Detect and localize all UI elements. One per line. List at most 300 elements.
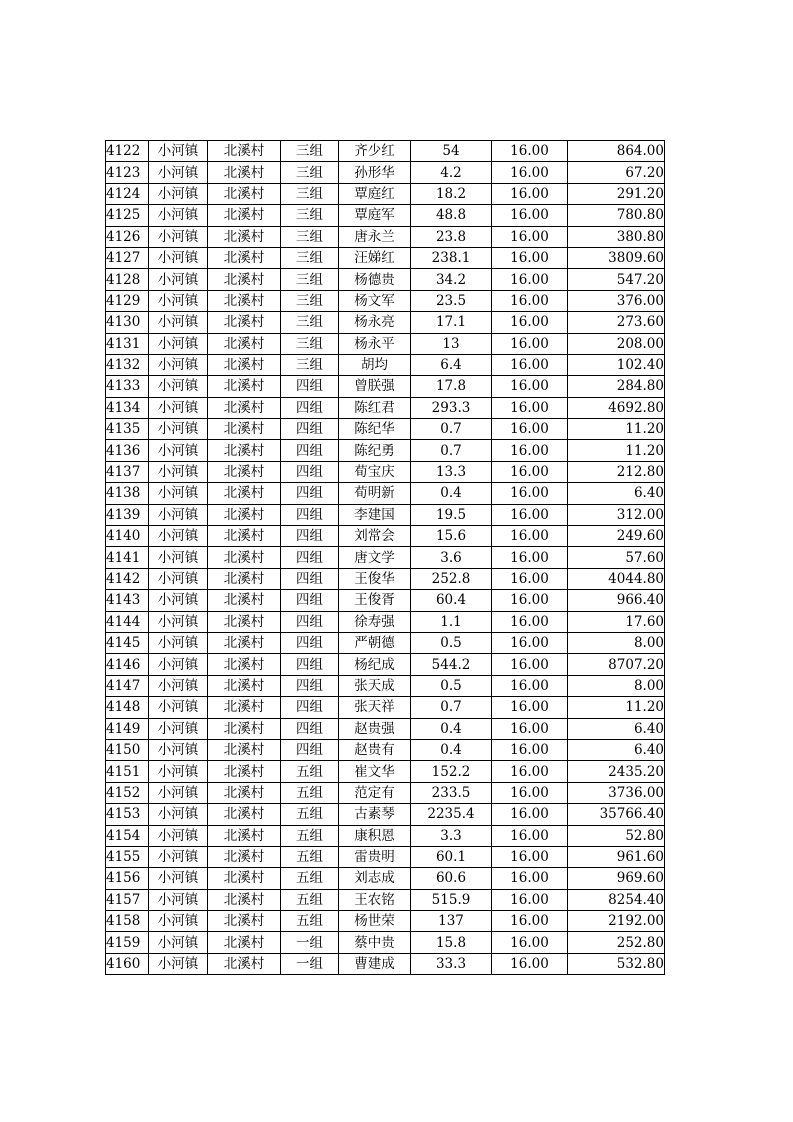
village-cell: 北溪村: [208, 804, 281, 825]
rate-cell: 16.00: [492, 419, 568, 440]
name-cell: 康积恩: [339, 825, 411, 846]
area-cell: 0.7: [411, 419, 492, 440]
row-number: 4127: [106, 247, 149, 268]
name-cell: 王俊华: [339, 568, 411, 589]
group-cell: 三组: [281, 205, 339, 226]
group-cell: 五组: [281, 782, 339, 803]
area-cell: 60.4: [411, 590, 492, 611]
row-number: 4122: [106, 141, 149, 162]
table-row: [106, 547, 665, 568]
village-cell: 北溪村: [208, 376, 281, 397]
name-cell: 曹建成: [339, 953, 411, 974]
group-cell: 三组: [281, 333, 339, 354]
village-cell: 北溪村: [208, 932, 281, 953]
town-cell: 小河镇: [149, 568, 208, 589]
table-row: [106, 504, 665, 525]
table-row: [106, 440, 665, 461]
row-number: 4123: [106, 162, 149, 183]
rate-cell: 16.00: [492, 247, 568, 268]
table-row: [106, 761, 665, 782]
village-cell: 北溪村: [208, 269, 281, 290]
amount-cell: 4044.80: [568, 568, 665, 589]
village-cell: 北溪村: [208, 611, 281, 632]
row-number: 4155: [106, 846, 149, 867]
amount-cell: 212.80: [568, 461, 665, 482]
area-cell: 252.8: [411, 568, 492, 589]
area-cell: 13: [411, 333, 492, 354]
town-cell: 小河镇: [149, 526, 208, 547]
area-cell: 0.4: [411, 739, 492, 760]
row-number: 4135: [106, 419, 149, 440]
group-cell: 四组: [281, 547, 339, 568]
area-cell: 3.3: [411, 825, 492, 846]
town-cell: 小河镇: [149, 141, 208, 162]
table-row: [106, 568, 665, 589]
amount-cell: 284.80: [568, 376, 665, 397]
town-cell: 小河镇: [149, 376, 208, 397]
group-cell: 四组: [281, 675, 339, 696]
name-cell: 严朝德: [339, 632, 411, 653]
village-cell: 北溪村: [208, 697, 281, 718]
row-number: 4130: [106, 312, 149, 333]
town-cell: 小河镇: [149, 953, 208, 974]
row-number: 4160: [106, 953, 149, 974]
town-cell: 小河镇: [149, 911, 208, 932]
area-cell: 0.5: [411, 675, 492, 696]
row-number: 4147: [106, 675, 149, 696]
name-cell: 陈红君: [339, 397, 411, 418]
amount-cell: 6.40: [568, 718, 665, 739]
village-cell: 北溪村: [208, 782, 281, 803]
area-cell: 54: [411, 141, 492, 162]
area-cell: 6.4: [411, 354, 492, 375]
area-cell: 0.7: [411, 697, 492, 718]
town-cell: 小河镇: [149, 590, 208, 611]
village-cell: 北溪村: [208, 739, 281, 760]
group-cell: 一组: [281, 932, 339, 953]
area-cell: 15.8: [411, 932, 492, 953]
table-row: [106, 911, 665, 932]
group-cell: 三组: [281, 226, 339, 247]
name-cell: 李建国: [339, 504, 411, 525]
rate-cell: 16.00: [492, 141, 568, 162]
table-row: [106, 141, 665, 162]
name-cell: 王农铭: [339, 889, 411, 910]
group-cell: 五组: [281, 911, 339, 932]
name-cell: 赵贵强: [339, 718, 411, 739]
town-cell: 小河镇: [149, 333, 208, 354]
group-cell: 四组: [281, 718, 339, 739]
table-row: [106, 868, 665, 889]
village-cell: 北溪村: [208, 889, 281, 910]
row-number: 4148: [106, 697, 149, 718]
village-cell: 北溪村: [208, 568, 281, 589]
row-number: 4158: [106, 911, 149, 932]
table-row: [106, 675, 665, 696]
group-cell: 四组: [281, 376, 339, 397]
table-row: [106, 611, 665, 632]
group-cell: 三组: [281, 247, 339, 268]
area-cell: 48.8: [411, 205, 492, 226]
area-cell: 4.2: [411, 162, 492, 183]
town-cell: 小河镇: [149, 269, 208, 290]
amount-cell: 35766.40: [568, 804, 665, 825]
village-cell: 北溪村: [208, 718, 281, 739]
rate-cell: 16.00: [492, 290, 568, 311]
amount-cell: 6.40: [568, 483, 665, 504]
table-row: [106, 782, 665, 803]
town-cell: 小河镇: [149, 697, 208, 718]
town-cell: 小河镇: [149, 483, 208, 504]
row-number: 4129: [106, 290, 149, 311]
amount-cell: 249.60: [568, 526, 665, 547]
area-cell: 34.2: [411, 269, 492, 290]
area-cell: 23.8: [411, 226, 492, 247]
area-cell: 2235.4: [411, 804, 492, 825]
village-cell: 北溪村: [208, 141, 281, 162]
area-cell: 152.2: [411, 761, 492, 782]
town-cell: 小河镇: [149, 354, 208, 375]
row-number: 4125: [106, 205, 149, 226]
name-cell: 唐文学: [339, 547, 411, 568]
amount-cell: 3809.60: [568, 247, 665, 268]
village-cell: 北溪村: [208, 825, 281, 846]
row-number: 4124: [106, 183, 149, 204]
amount-cell: 8254.40: [568, 889, 665, 910]
area-cell: 19.5: [411, 504, 492, 525]
rate-cell: 16.00: [492, 846, 568, 867]
area-cell: 60.6: [411, 868, 492, 889]
name-cell: 杨永亮: [339, 312, 411, 333]
area-cell: 238.1: [411, 247, 492, 268]
name-cell: 荀宝庆: [339, 461, 411, 482]
rate-cell: 16.00: [492, 675, 568, 696]
rate-cell: 16.00: [492, 162, 568, 183]
table-row: [106, 483, 665, 504]
town-cell: 小河镇: [149, 547, 208, 568]
row-number: 4150: [106, 739, 149, 760]
name-cell: 唐永兰: [339, 226, 411, 247]
row-number: 4143: [106, 590, 149, 611]
amount-cell: 966.40: [568, 590, 665, 611]
amount-cell: 291.20: [568, 183, 665, 204]
amount-cell: 102.40: [568, 354, 665, 375]
amount-cell: 380.80: [568, 226, 665, 247]
town-cell: 小河镇: [149, 761, 208, 782]
town-cell: 小河镇: [149, 183, 208, 204]
table-row: [106, 889, 665, 910]
village-cell: 北溪村: [208, 397, 281, 418]
rate-cell: 16.00: [492, 333, 568, 354]
table-row: [106, 376, 665, 397]
name-cell: 陈纪勇: [339, 440, 411, 461]
table-row: [106, 333, 665, 354]
name-cell: 齐少红: [339, 141, 411, 162]
town-cell: 小河镇: [149, 932, 208, 953]
town-cell: 小河镇: [149, 632, 208, 653]
group-cell: 一组: [281, 953, 339, 974]
village-cell: 北溪村: [208, 354, 281, 375]
table-row: [106, 825, 665, 846]
village-cell: 北溪村: [208, 504, 281, 525]
town-cell: 小河镇: [149, 739, 208, 760]
village-cell: 北溪村: [208, 205, 281, 226]
village-cell: 北溪村: [208, 911, 281, 932]
group-cell: 三组: [281, 312, 339, 333]
town-cell: 小河镇: [149, 718, 208, 739]
group-cell: 五组: [281, 761, 339, 782]
table-row: [106, 739, 665, 760]
area-cell: 17.8: [411, 376, 492, 397]
village-cell: 北溪村: [208, 162, 281, 183]
table-row: [106, 162, 665, 183]
table-row: [106, 354, 665, 375]
name-cell: 张天成: [339, 675, 411, 696]
table-row: [106, 397, 665, 418]
table-body: [106, 141, 665, 975]
name-cell: 孙形华: [339, 162, 411, 183]
area-cell: 60.1: [411, 846, 492, 867]
village-cell: 北溪村: [208, 419, 281, 440]
rate-cell: 16.00: [492, 911, 568, 932]
amount-cell: 3736.00: [568, 782, 665, 803]
amount-cell: 11.20: [568, 419, 665, 440]
village-cell: 北溪村: [208, 654, 281, 675]
row-number: 4132: [106, 354, 149, 375]
town-cell: 小河镇: [149, 226, 208, 247]
amount-cell: 17.60: [568, 611, 665, 632]
row-number: 4157: [106, 889, 149, 910]
rate-cell: 16.00: [492, 868, 568, 889]
group-cell: 四组: [281, 397, 339, 418]
village-cell: 北溪村: [208, 846, 281, 867]
row-number: 4126: [106, 226, 149, 247]
row-number: 4142: [106, 568, 149, 589]
name-cell: 蔡中贵: [339, 932, 411, 953]
group-cell: 五组: [281, 889, 339, 910]
town-cell: 小河镇: [149, 290, 208, 311]
name-cell: 范定有: [339, 782, 411, 803]
rate-cell: 16.00: [492, 183, 568, 204]
group-cell: 四组: [281, 654, 339, 675]
subsidy-table: [105, 140, 665, 975]
town-cell: 小河镇: [149, 205, 208, 226]
name-cell: 杨世荣: [339, 911, 411, 932]
name-cell: 荀明新: [339, 483, 411, 504]
rate-cell: 16.00: [492, 889, 568, 910]
group-cell: 三组: [281, 269, 339, 290]
rate-cell: 16.00: [492, 568, 568, 589]
name-cell: 陈纪华: [339, 419, 411, 440]
row-number: 4134: [106, 397, 149, 418]
row-number: 4149: [106, 718, 149, 739]
amount-cell: 67.20: [568, 162, 665, 183]
town-cell: 小河镇: [149, 675, 208, 696]
amount-cell: 969.60: [568, 868, 665, 889]
name-cell: 杨纪成: [339, 654, 411, 675]
amount-cell: 208.00: [568, 333, 665, 354]
amount-cell: 4692.80: [568, 397, 665, 418]
table-row: [106, 226, 665, 247]
group-cell: 三组: [281, 354, 339, 375]
name-cell: 覃庭军: [339, 205, 411, 226]
group-cell: 五组: [281, 868, 339, 889]
town-cell: 小河镇: [149, 397, 208, 418]
amount-cell: 252.80: [568, 932, 665, 953]
name-cell: 胡均: [339, 354, 411, 375]
row-number: 4146: [106, 654, 149, 675]
rate-cell: 16.00: [492, 590, 568, 611]
amount-cell: 52.80: [568, 825, 665, 846]
name-cell: 雷贵明: [339, 846, 411, 867]
rate-cell: 16.00: [492, 354, 568, 375]
village-cell: 北溪村: [208, 953, 281, 974]
group-cell: 三组: [281, 162, 339, 183]
area-cell: 233.5: [411, 782, 492, 803]
amount-cell: 2435.20: [568, 761, 665, 782]
rate-cell: 16.00: [492, 611, 568, 632]
rate-cell: 16.00: [492, 632, 568, 653]
table-row: [106, 526, 665, 547]
row-number: 4153: [106, 804, 149, 825]
rate-cell: 16.00: [492, 397, 568, 418]
village-cell: 北溪村: [208, 868, 281, 889]
amount-cell: 780.80: [568, 205, 665, 226]
group-cell: 三组: [281, 141, 339, 162]
table-row: [106, 419, 665, 440]
table-row: [106, 932, 665, 953]
rate-cell: 16.00: [492, 761, 568, 782]
village-cell: 北溪村: [208, 312, 281, 333]
row-number: 4159: [106, 932, 149, 953]
rate-cell: 16.00: [492, 804, 568, 825]
name-cell: 杨永平: [339, 333, 411, 354]
village-cell: 北溪村: [208, 183, 281, 204]
amount-cell: 8.00: [568, 675, 665, 696]
town-cell: 小河镇: [149, 889, 208, 910]
table-row: [106, 247, 665, 268]
group-cell: 三组: [281, 290, 339, 311]
area-cell: 137: [411, 911, 492, 932]
area-cell: 33.3: [411, 953, 492, 974]
amount-cell: 532.80: [568, 953, 665, 974]
group-cell: 三组: [281, 183, 339, 204]
table-row: [106, 590, 665, 611]
amount-cell: 57.60: [568, 547, 665, 568]
town-cell: 小河镇: [149, 504, 208, 525]
rate-cell: 16.00: [492, 312, 568, 333]
area-cell: 18.2: [411, 183, 492, 204]
area-cell: 515.9: [411, 889, 492, 910]
group-cell: 四组: [281, 440, 339, 461]
row-number: 4152: [106, 782, 149, 803]
amount-cell: 8.00: [568, 632, 665, 653]
area-cell: 0.4: [411, 718, 492, 739]
row-number: 4139: [106, 504, 149, 525]
area-cell: 0.5: [411, 632, 492, 653]
rate-cell: 16.00: [492, 739, 568, 760]
village-cell: 北溪村: [208, 226, 281, 247]
rate-cell: 16.00: [492, 504, 568, 525]
amount-cell: 6.40: [568, 739, 665, 760]
group-cell: 五组: [281, 804, 339, 825]
village-cell: 北溪村: [208, 590, 281, 611]
rate-cell: 16.00: [492, 825, 568, 846]
row-number: 4128: [106, 269, 149, 290]
group-cell: 五组: [281, 825, 339, 846]
table-row: [106, 183, 665, 204]
area-cell: 17.1: [411, 312, 492, 333]
name-cell: 王俊胥: [339, 590, 411, 611]
row-number: 4137: [106, 461, 149, 482]
table-row: [106, 718, 665, 739]
row-number: 4138: [106, 483, 149, 504]
group-cell: 四组: [281, 611, 339, 632]
table-row: [106, 846, 665, 867]
name-cell: 徐寿强: [339, 611, 411, 632]
table-row: [106, 953, 665, 974]
town-cell: 小河镇: [149, 611, 208, 632]
row-number: 4156: [106, 868, 149, 889]
rate-cell: 16.00: [492, 718, 568, 739]
name-cell: 杨文军: [339, 290, 411, 311]
town-cell: 小河镇: [149, 419, 208, 440]
table-row: [106, 269, 665, 290]
area-cell: 1.1: [411, 611, 492, 632]
amount-cell: 11.20: [568, 440, 665, 461]
rate-cell: 16.00: [492, 782, 568, 803]
group-cell: 四组: [281, 739, 339, 760]
row-number: 4133: [106, 376, 149, 397]
group-cell: 四组: [281, 697, 339, 718]
area-cell: 3.6: [411, 547, 492, 568]
name-cell: 古素琴: [339, 804, 411, 825]
table-row: [106, 290, 665, 311]
row-number: 4144: [106, 611, 149, 632]
group-cell: 四组: [281, 526, 339, 547]
name-cell: 杨德贵: [339, 269, 411, 290]
group-cell: 四组: [281, 504, 339, 525]
name-cell: 曾朕强: [339, 376, 411, 397]
area-cell: 293.3: [411, 397, 492, 418]
table-row: [106, 654, 665, 675]
town-cell: 小河镇: [149, 804, 208, 825]
rate-cell: 16.00: [492, 269, 568, 290]
table-row: [106, 697, 665, 718]
town-cell: 小河镇: [149, 440, 208, 461]
rate-cell: 16.00: [492, 932, 568, 953]
town-cell: 小河镇: [149, 846, 208, 867]
village-cell: 北溪村: [208, 547, 281, 568]
town-cell: 小河镇: [149, 825, 208, 846]
amount-cell: 547.20: [568, 269, 665, 290]
rate-cell: 16.00: [492, 953, 568, 974]
village-cell: 北溪村: [208, 461, 281, 482]
rate-cell: 16.00: [492, 654, 568, 675]
area-cell: 23.5: [411, 290, 492, 311]
amount-cell: 11.20: [568, 697, 665, 718]
group-cell: 五组: [281, 846, 339, 867]
table-row: [106, 632, 665, 653]
rate-cell: 16.00: [492, 461, 568, 482]
name-cell: 汪娣红: [339, 247, 411, 268]
amount-cell: 2192.00: [568, 911, 665, 932]
town-cell: 小河镇: [149, 782, 208, 803]
area-cell: 544.2: [411, 654, 492, 675]
town-cell: 小河镇: [149, 461, 208, 482]
village-cell: 北溪村: [208, 247, 281, 268]
area-cell: 0.7: [411, 440, 492, 461]
